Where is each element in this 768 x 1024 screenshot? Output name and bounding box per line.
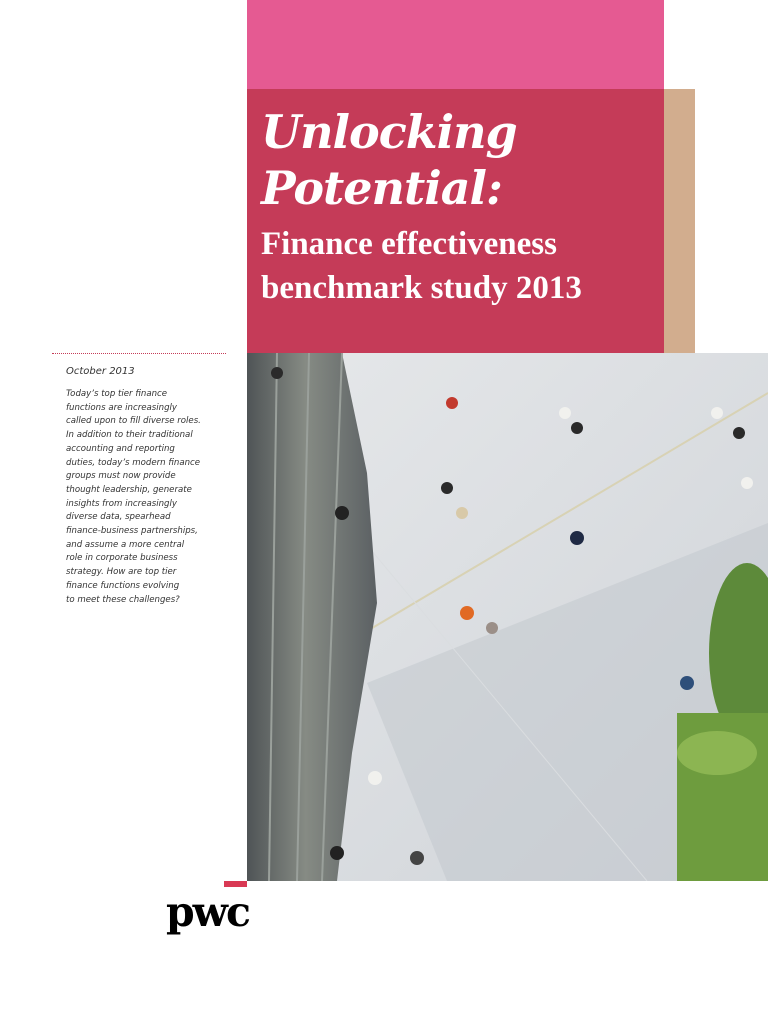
intro-line: role in corporate business bbox=[66, 553, 178, 564]
intro-line: Today’s top tier finance bbox=[66, 389, 168, 399]
pwc-logo: pwc bbox=[166, 888, 249, 936]
intro-line: finance-business partnerships, bbox=[66, 526, 198, 537]
pedestrian bbox=[368, 771, 382, 785]
pedestrian bbox=[330, 846, 344, 860]
pedestrian bbox=[711, 407, 723, 419]
pedestrian bbox=[570, 531, 584, 545]
subtitle-line-2: benchmark study 2013 bbox=[261, 270, 582, 306]
cover-photo bbox=[247, 353, 768, 881]
intro-line: called upon to fill diverse roles. bbox=[66, 416, 201, 427]
subtitle-line-1: Finance effectiveness bbox=[261, 226, 557, 262]
intro-paragraph bbox=[66, 388, 236, 607]
intro-line: In addition to their traditional bbox=[66, 430, 193, 441]
pedestrian bbox=[410, 851, 424, 865]
tan-accent-block bbox=[664, 89, 695, 353]
intro-line: groups must now provide bbox=[66, 471, 176, 482]
pedestrian bbox=[460, 606, 474, 620]
pedestrian bbox=[271, 367, 283, 379]
intro-line: functions are increasingly bbox=[66, 402, 178, 413]
intro-line: duties, today’s modern finance bbox=[66, 457, 201, 468]
intro-line: accounting and reporting bbox=[66, 443, 175, 454]
pink-header-block bbox=[247, 0, 664, 89]
intro-line: insights from increasingly bbox=[66, 498, 177, 509]
intro-line: thought leadership, generate bbox=[66, 484, 192, 495]
intro-line: and assume a more central bbox=[66, 539, 185, 550]
intro-line: to meet these challenges? bbox=[66, 594, 180, 605]
intro-line: finance functions evolving bbox=[66, 580, 180, 591]
title-line-2: Potential: bbox=[261, 161, 502, 215]
hedge-highlight bbox=[677, 731, 757, 775]
intro-line: strategy. How are top tier bbox=[66, 567, 177, 578]
pedestrian bbox=[571, 422, 583, 434]
pedestrian bbox=[456, 507, 468, 519]
pedestrian bbox=[733, 427, 745, 439]
title-line-1: Unlocking bbox=[261, 105, 517, 159]
report-title bbox=[261, 104, 517, 216]
pedestrian bbox=[446, 397, 458, 409]
pedestrian bbox=[441, 482, 453, 494]
publication-date: October 2013 bbox=[66, 366, 135, 377]
dotted-divider bbox=[52, 353, 226, 354]
pedestrian bbox=[335, 506, 349, 520]
pedestrian bbox=[486, 622, 498, 634]
pedestrian bbox=[680, 676, 694, 690]
report-subtitle bbox=[261, 222, 582, 310]
pedestrian bbox=[559, 407, 571, 419]
pedestrian bbox=[741, 477, 753, 489]
intro-line: diverse data, spearhead bbox=[66, 512, 171, 523]
logo-accent-bar bbox=[224, 881, 247, 887]
